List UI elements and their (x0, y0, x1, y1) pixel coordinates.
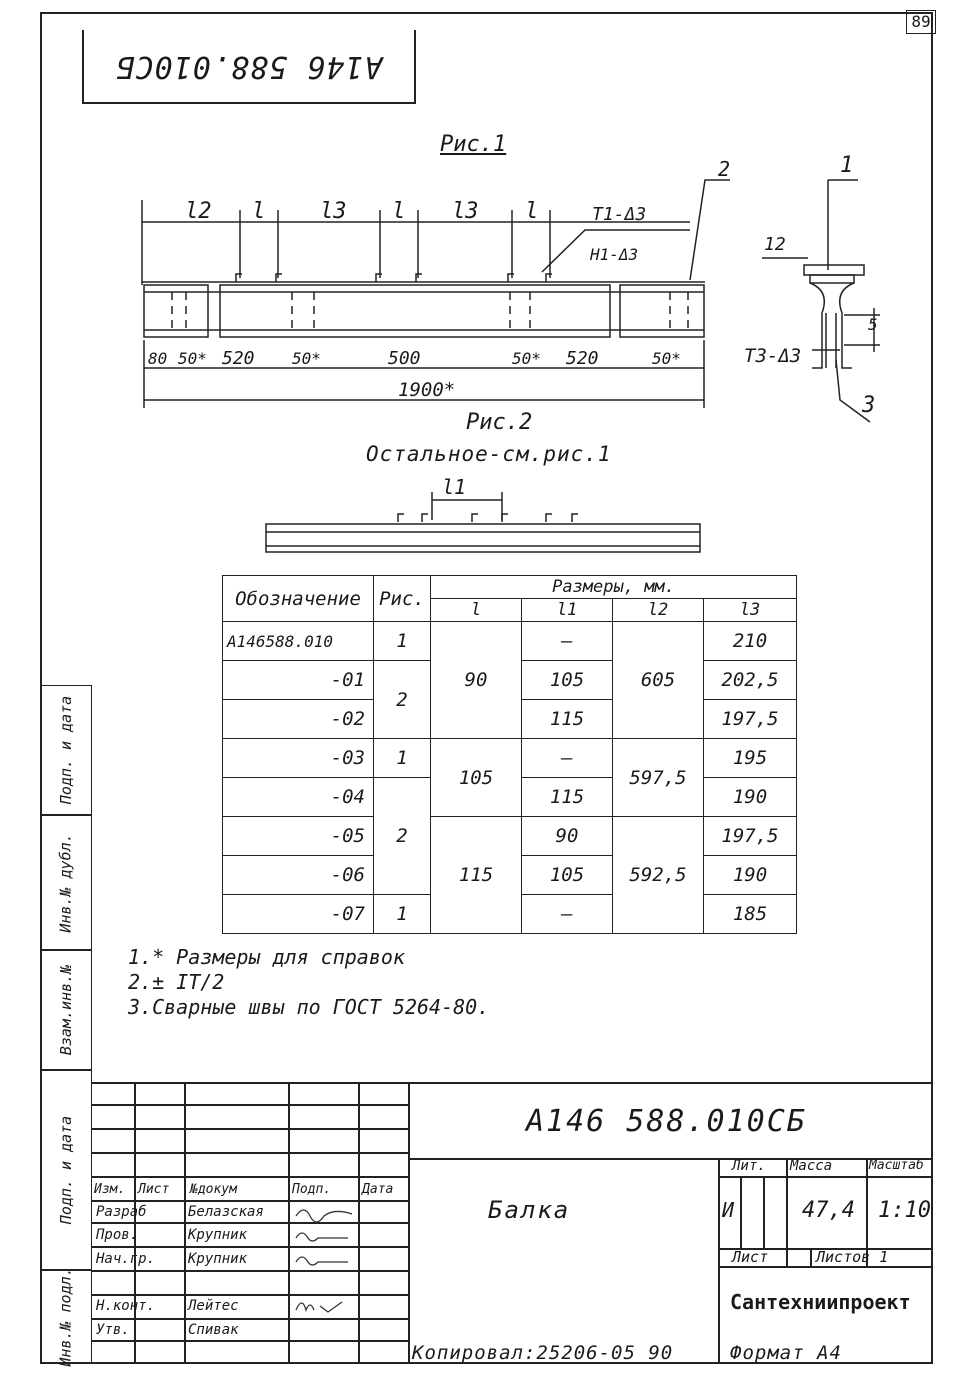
table-row (223, 817, 797, 856)
fig2-title: Рис.2 (466, 410, 533, 435)
top-stamp (82, 30, 416, 104)
row-l1: 105 (522, 661, 613, 700)
row-l3: 185 (704, 895, 797, 934)
fig1-drawing (130, 160, 730, 420)
weld-t1-label: Т1-Δ3 (592, 204, 647, 225)
l-group-3: 115 (431, 817, 522, 934)
row-l3: 210 (704, 622, 797, 661)
dim-l3-b: l3 (452, 199, 479, 224)
row-l3: 197,5 (704, 700, 797, 739)
section-dim-5: 5 (868, 315, 878, 334)
row-designation: -02 (223, 700, 374, 739)
tb-mass-label: Масса (790, 1158, 833, 1174)
head-izm: Изм. (94, 1182, 126, 1197)
col-l2: l2 (613, 599, 704, 622)
row-fig: 1 (374, 895, 431, 934)
row-l3: 190 (704, 856, 797, 895)
dim-80: 80 (148, 349, 168, 368)
role-group-head: Нач.гр. (96, 1251, 156, 1267)
role-checker: Пров. (96, 1227, 139, 1243)
row-designation: -07 (223, 895, 374, 934)
row-l1: 115 (522, 778, 613, 817)
tb-mass: 47,4 (802, 1198, 855, 1223)
col-l3: l3 (704, 599, 797, 622)
head-doc: №докум (190, 1182, 237, 1197)
tb-name: Балка (488, 1196, 571, 1224)
row-designation: А146588.010 (223, 622, 374, 661)
head-date: Дата (362, 1182, 394, 1197)
section-callout-3: 3 (862, 393, 876, 418)
table-row (223, 739, 797, 778)
signatures (290, 1202, 358, 1342)
dim-l2: l2 (185, 199, 212, 224)
fig2-note: Остальное-см.рис.1 (366, 442, 612, 466)
row-designation: -01 (223, 661, 374, 700)
header-designation: Обозначение (223, 576, 374, 622)
dim-50-d: 50* (652, 349, 681, 368)
row-designation: -04 (223, 778, 374, 817)
side-sign-date-1: Подп. и дата (40, 1070, 92, 1270)
tb-scale: 1:10 (878, 1198, 931, 1223)
row-l3: 195 (704, 739, 797, 778)
l2-group-3: 592,5 (613, 817, 704, 934)
dim-l-c: l (525, 199, 539, 224)
side-inv-dup: Инв.№ дубл. (40, 815, 92, 950)
dim-50-b: 50* (292, 349, 321, 368)
tb-sheets-label: Листов 1 (816, 1248, 889, 1266)
footer-copied: Копировал:25206-05 90 (412, 1342, 674, 1364)
l2-group-2: 597,5 (613, 739, 704, 817)
row-designation: -06 (223, 856, 374, 895)
top-stamp-code: А146 588.010СБ (115, 49, 383, 84)
fig-merged-2a: 2 (374, 661, 431, 739)
dim-l-b: l (392, 199, 406, 224)
l-group-2: 105 (431, 739, 522, 817)
name-group-head: Крупник (188, 1251, 248, 1267)
header-fig: Рис. (374, 576, 431, 622)
tb-sheet-label: Лист (732, 1248, 769, 1266)
dim-500: 500 (388, 348, 421, 369)
dim-520-a: 520 (222, 348, 255, 369)
col-l: l (431, 599, 522, 622)
sizes-table (222, 575, 797, 934)
sheet-number: 89 (906, 10, 936, 34)
head-sign: Подп. (292, 1182, 332, 1197)
role-approved: Утв. (96, 1322, 130, 1338)
col-l1: l1 (522, 599, 613, 622)
table-row (223, 622, 797, 661)
row-l1: — (522, 739, 613, 778)
name-developer: Белазская (188, 1204, 264, 1220)
side-replace-inv: Взам.инв.№ (40, 950, 92, 1070)
tb-organization: Сантехниипроект (730, 1290, 911, 1314)
section-dim-12: 12 (764, 234, 786, 255)
name-approved: Спивак (188, 1322, 239, 1338)
dim-50-c: 50* (512, 349, 541, 368)
note-1: 1.* Размеры для справок (128, 945, 405, 969)
fig2-drawing (262, 470, 712, 560)
role-norm-control: Н.конт. (96, 1298, 156, 1314)
row-designation: -05 (223, 817, 374, 856)
notes (128, 945, 489, 1020)
dim-520-b: 520 (566, 348, 599, 369)
row-l3: 197,5 (704, 817, 797, 856)
header-sizes: Размеры, мм. (431, 576, 797, 599)
row-l1: — (522, 895, 613, 934)
head-list: Лист (138, 1182, 170, 1197)
fig1-title: Рис.1 (440, 132, 507, 157)
dim-l-a: l (252, 199, 266, 224)
fig2-dim-l1: l1 (442, 475, 467, 499)
side-inv-orig: Инв.№ подл. (40, 1270, 92, 1364)
fig-merged-2b: 2 (374, 778, 431, 895)
section-weld-t3: Т3-Δ3 (744, 345, 802, 367)
role-developer: Разраб (96, 1204, 147, 1220)
row-l1: 115 (522, 700, 613, 739)
weld-n1-label: Н1-Δ3 (590, 245, 639, 264)
row-l3: 190 (704, 778, 797, 817)
section-callout-1: 1 (840, 153, 854, 178)
note-2: 2.± IT/2 (128, 970, 225, 994)
section-drawing (740, 150, 920, 430)
note-3: 3.Сварные швы по ГОСТ 5264-80. (128, 995, 490, 1019)
name-checker: Крупник (188, 1227, 248, 1243)
row-l1: — (522, 622, 613, 661)
row-designation: -03 (223, 739, 374, 778)
side-sign-date-2: Подп. и дата (40, 685, 92, 815)
row-l1: 90 (522, 817, 613, 856)
footer-format: Формат А4 (730, 1342, 842, 1364)
callout-2: 2 (718, 160, 730, 181)
tb-lit-label: Лит. (732, 1158, 766, 1174)
tb-scale-label: Масштаб (869, 1158, 924, 1173)
dim-50-a: 50* (178, 349, 207, 368)
dim-overall: 1900* (398, 379, 456, 401)
title-block (92, 1082, 933, 1364)
tb-code: А146 588.010СБ (526, 1104, 807, 1139)
row-fig: 1 (374, 622, 431, 661)
dim-l3-a: l3 (320, 199, 347, 224)
tb-lit-value: И (722, 1198, 735, 1222)
row-fig: 1 (374, 739, 431, 778)
row-l3: 202,5 (704, 661, 797, 700)
row-l1: 105 (522, 856, 613, 895)
l-group-1: 90 (431, 622, 522, 739)
l2-group-1: 605 (613, 622, 704, 739)
name-norm-control: Лейтес (188, 1298, 239, 1314)
